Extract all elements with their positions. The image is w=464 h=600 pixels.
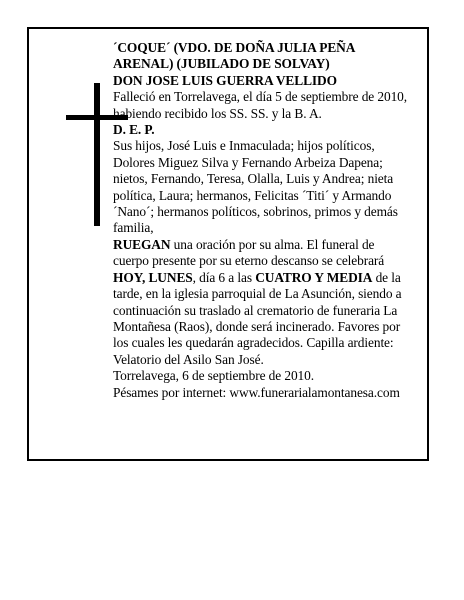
service-line: Velatorio del Asilo San José. — [113, 351, 264, 367]
service-line: tarde, en la iglesia parroquial de La Asunción, siendo a — [113, 286, 402, 302]
death-line: habiendo recibido los SS. SS. y la B. A. — [113, 105, 322, 121]
funeral-time-line — [113, 270, 425, 286]
family-line: política, Laura; hermanos, Felicitas ´Titi´ y Armando — [113, 187, 392, 203]
obituary-text — [113, 40, 425, 401]
family-line: ´Nano´; hermanos políticos, sobrinos, primos y demás — [113, 204, 398, 220]
deceased-name: DON JOSE LUIS GUERRA VELLIDO — [113, 72, 337, 88]
death-line: Falleció en Torrelavega, el día 5 de septiembre de 2010, — [113, 89, 408, 105]
ruegan-rest: una oración por su alma. El funeral de — [170, 236, 375, 252]
service-line: Montañesa (Raos), donde será incinerado. Favores por — [113, 318, 401, 334]
dep-line: D. E. P. — [113, 122, 155, 138]
service-line: continuación su traslado al crematorio de funeraria La — [113, 302, 398, 318]
ruegan-word: RUEGAN — [113, 236, 171, 252]
family-line: nietos, Fernando, Teresa, Olalla, Luis y Andrea; nieta — [113, 171, 394, 187]
cross-icon — [94, 83, 100, 226]
funeral-time-connector: , día 6 a las — [192, 269, 256, 285]
condolences-line: Pésames por internet: www.funerarialamontanesa.com — [113, 384, 400, 400]
funeral-line: cuerpo presente por su eterno descanso se celebrará — [113, 253, 385, 269]
service-line: los cuales les quedarán agradecidos. Capilla ardiente: — [113, 335, 394, 351]
family-line: familia, — [113, 220, 154, 236]
deceased-title-line: ARENAL) (JUBILADO DE SOLVAY) — [113, 56, 330, 72]
family-line: Dolores Miguez Silva y Fernando Arbeiza Dapena; — [113, 154, 383, 170]
family-line: Sus hijos, José Luis e Inmaculada; hijos políticos, — [113, 138, 375, 154]
place-date: Torrelavega, 6 de septiembre de 2010. — [113, 368, 314, 384]
deceased-title-line: ´COQUE´ (VDO. DE DOÑA JULIA PEÑA — [113, 40, 356, 55]
funeral-day: HOY, LUNES — [113, 269, 193, 285]
funeral-hour: CUATRO Y MEDIA — [255, 269, 373, 285]
funeral-time-end: de la — [372, 269, 401, 285]
ruegan-line — [113, 237, 425, 253]
